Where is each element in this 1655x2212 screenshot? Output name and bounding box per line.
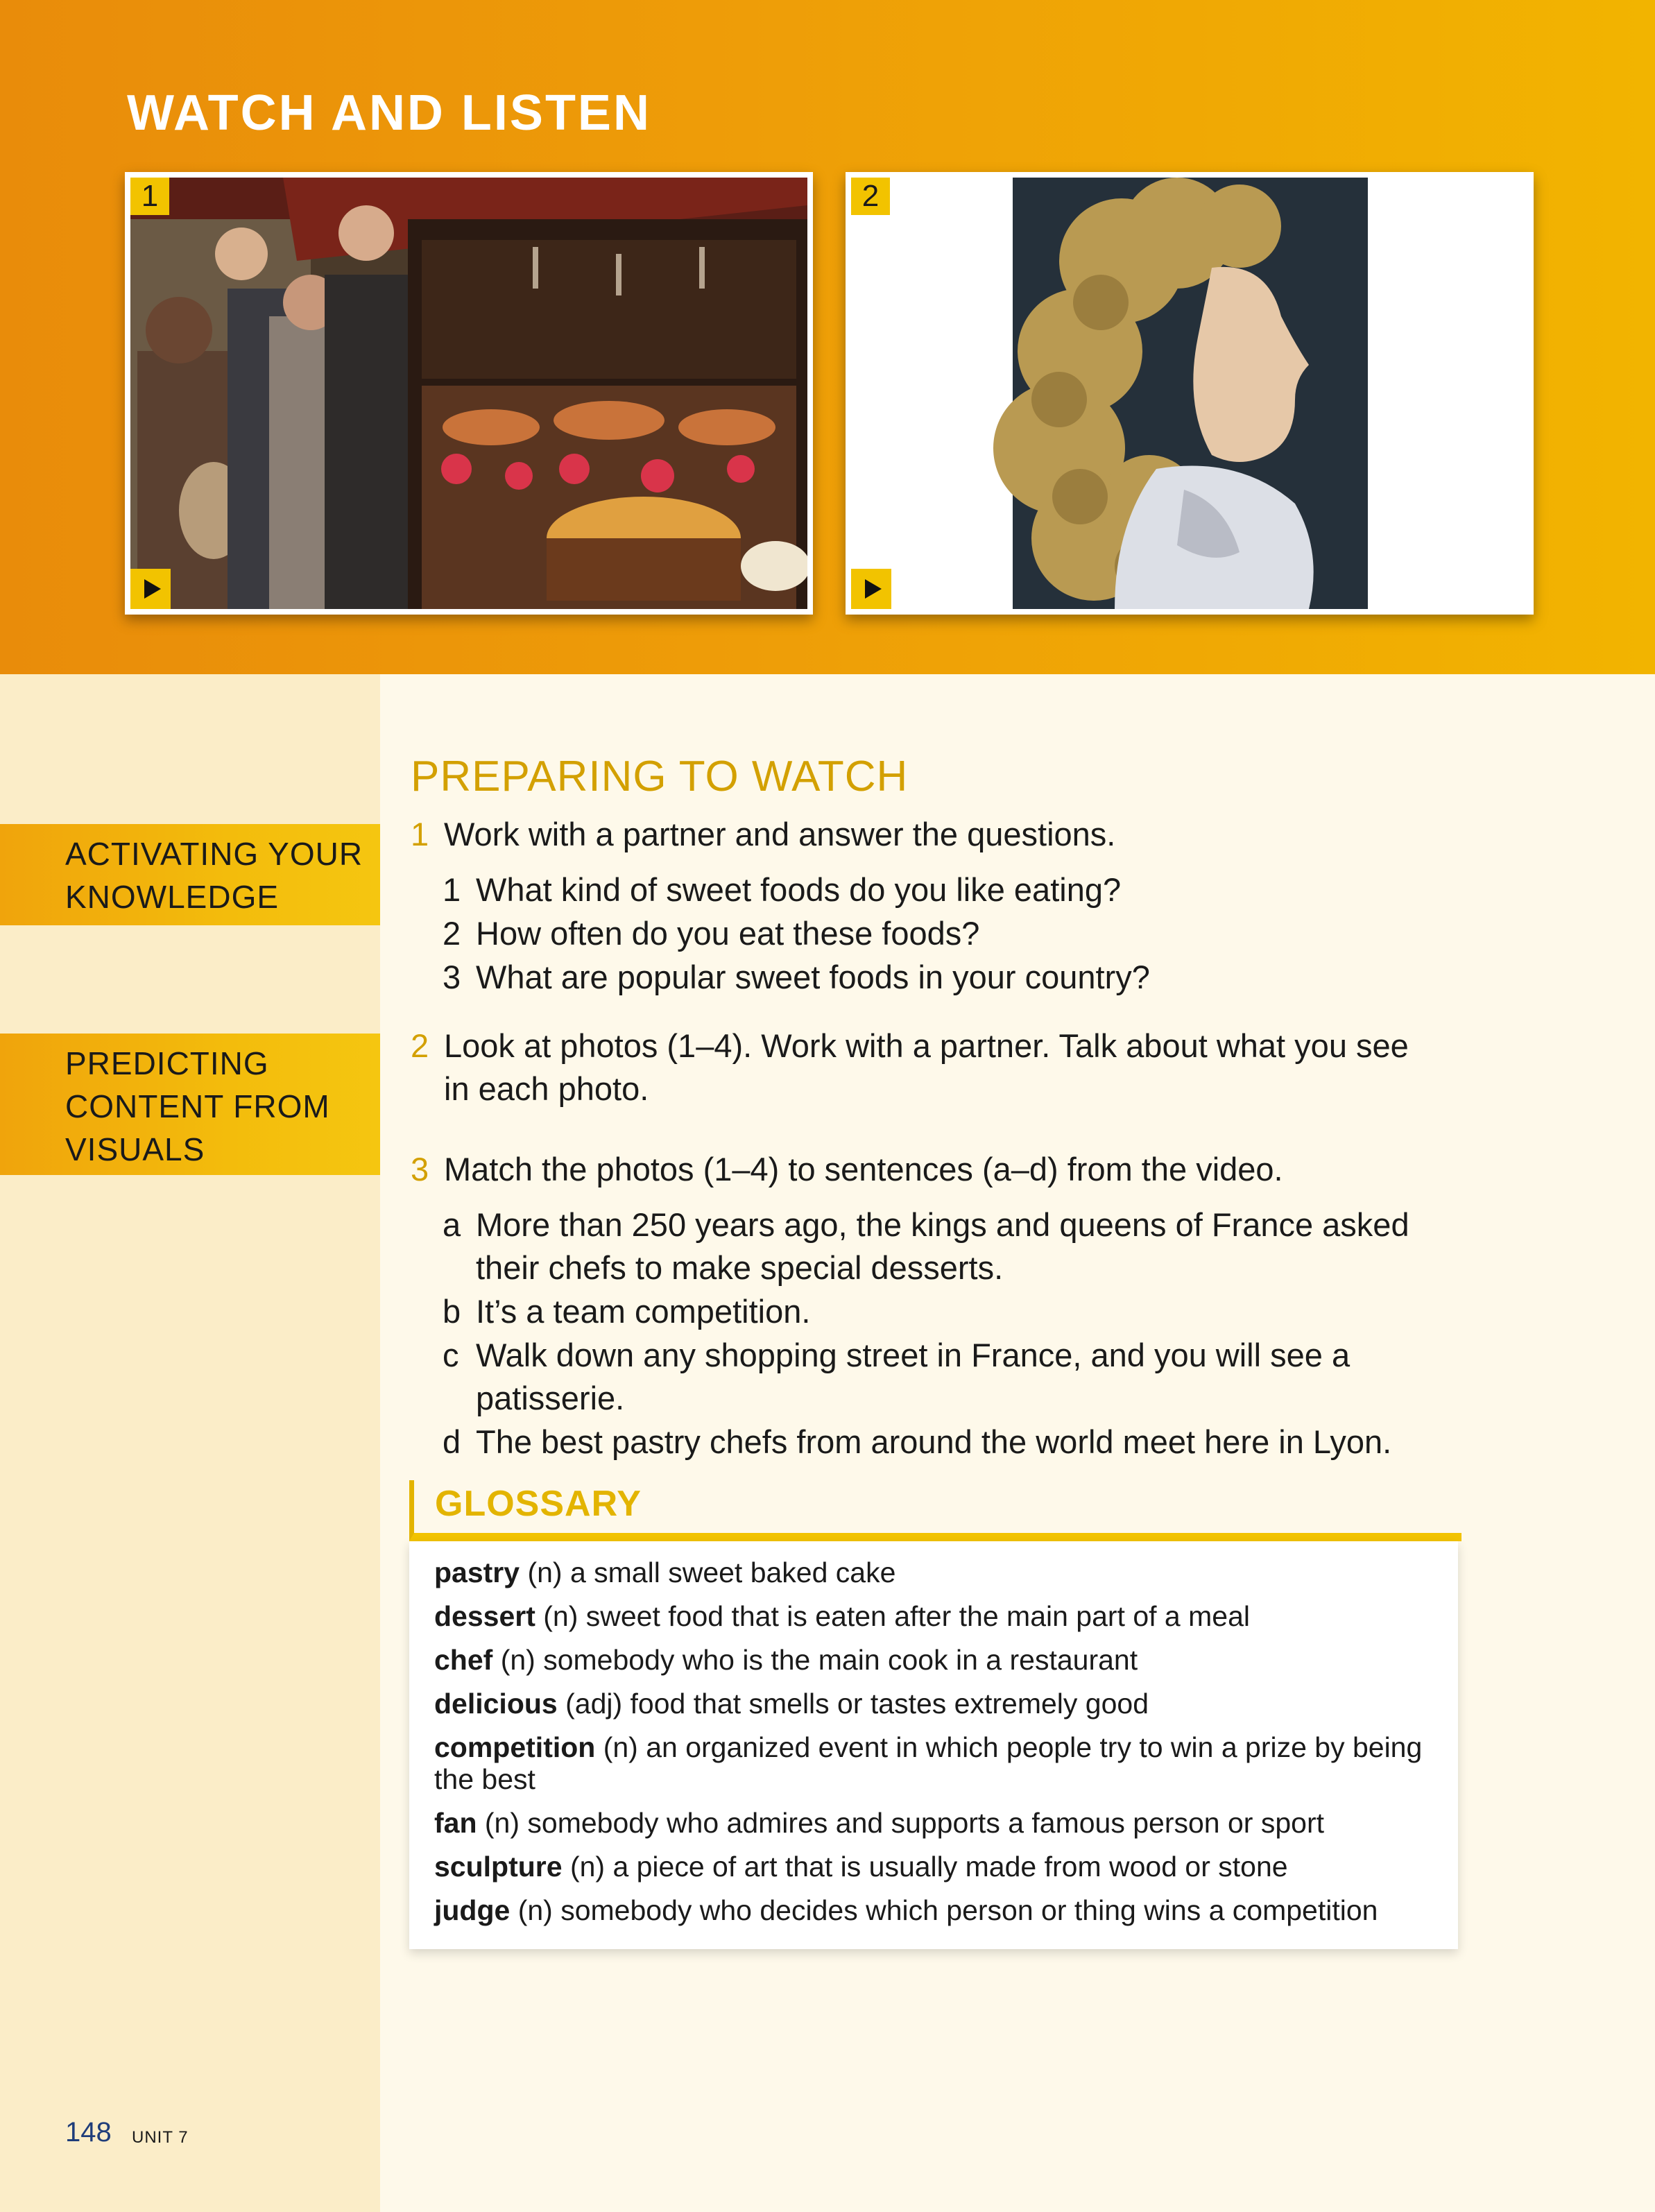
glossary-definition: (n) an organized event in which people try to win a prize by being xyxy=(595,1731,1423,1763)
glossary-definition: (adj) food that smells or tastes extremely good xyxy=(557,1688,1149,1720)
list-item-text: Walk down any shopping street in France, and you will see a xyxy=(476,1337,1350,1373)
list-item-text: How often do you eat these foods? xyxy=(476,915,980,952)
list-item-label: 3 xyxy=(443,959,461,995)
glossary-entry xyxy=(434,1851,1447,1883)
list-item xyxy=(443,1203,1469,1289)
glossary-entry xyxy=(434,1731,1447,1795)
skill-tab-line: CONTENT FROM xyxy=(65,1088,330,1124)
question-3 xyxy=(411,1148,1465,1191)
question-number: 3 xyxy=(411,1151,429,1188)
glossary-term: dessert xyxy=(434,1600,535,1632)
glossary-box xyxy=(409,1541,1458,1949)
question-text: in each photo. xyxy=(444,1070,649,1107)
glossary-definition: (n) somebody who decides which person or thing wins a competition xyxy=(510,1894,1378,1926)
list-item xyxy=(443,1290,1469,1333)
skill-tab-predicting-content xyxy=(0,1034,380,1175)
list-item-text: their chefs to make special desserts. xyxy=(476,1249,1004,1286)
play-icon[interactable] xyxy=(851,569,891,609)
list-item-text: patisserie. xyxy=(476,1380,625,1416)
glossary-entry xyxy=(434,1688,1447,1720)
page-title: WATCH AND LISTEN xyxy=(127,85,651,141)
question-number: 1 xyxy=(411,816,429,852)
photo-1-image xyxy=(130,178,807,609)
glossary-term: competition xyxy=(434,1731,596,1763)
list-item xyxy=(443,912,1469,955)
glossary-title: GLOSSARY xyxy=(435,1484,642,1524)
glossary-definition: (n) somebody who admires and supports a famous person or sport xyxy=(477,1807,1324,1839)
list-item-text: It’s a team competition. xyxy=(476,1293,811,1330)
glossary-entry xyxy=(434,1557,1447,1588)
list-item xyxy=(443,1334,1469,1420)
glossary-term: judge xyxy=(434,1894,511,1926)
photo-1-card[interactable] xyxy=(125,172,813,615)
photo-number-badge: 1 xyxy=(130,178,169,215)
page-number: 148 xyxy=(65,2117,112,2147)
glossary-header xyxy=(409,1480,1461,1541)
glossary-term: delicious xyxy=(434,1688,558,1720)
glossary-definition: (n) somebody who is the main cook in a restaurant xyxy=(492,1644,1138,1676)
glossary-entry xyxy=(434,1644,1447,1676)
skill-tab-line: KNOWLEDGE xyxy=(65,879,280,915)
glossary-definition: (n) sweet food that is eaten after the main part of a meal xyxy=(535,1600,1250,1632)
list-item-label: 2 xyxy=(443,915,461,952)
question-text: Match the photos (1–4) to sentences (a–d) from the video. xyxy=(444,1151,1283,1188)
question-1 xyxy=(411,813,1465,856)
list-item xyxy=(443,956,1469,999)
list-item-label: d xyxy=(443,1423,461,1460)
question-text: Work with a partner and answer the questions. xyxy=(444,816,1116,852)
glossary-entry xyxy=(434,1807,1447,1839)
list-item-label: 1 xyxy=(443,871,461,908)
list-item-text: What kind of sweet foods do you like eating? xyxy=(476,871,1122,908)
glossary-entry xyxy=(434,1600,1447,1632)
question-text: Look at photos (1–4). Work with a partner. Talk about what you see xyxy=(444,1027,1409,1064)
section-heading: PREPARING TO WATCH xyxy=(411,753,909,800)
photo-2-card[interactable] xyxy=(846,172,1534,615)
glossary-definition: (n) a small sweet baked cake xyxy=(520,1557,896,1588)
question-number: 2 xyxy=(411,1027,429,1064)
play-icon[interactable] xyxy=(130,569,171,609)
glossary-entry xyxy=(434,1894,1447,1926)
glossary-term: chef xyxy=(434,1644,493,1676)
list-item xyxy=(443,868,1469,911)
glossary-definition-continued: the best xyxy=(434,1763,535,1795)
glossary-term: pastry xyxy=(434,1557,520,1588)
skill-tab-line: PREDICTING xyxy=(65,1045,269,1081)
photo-2-image xyxy=(851,178,1528,609)
glossary-term: fan xyxy=(434,1807,477,1839)
skill-tab-line: VISUALS xyxy=(65,1131,205,1167)
photo-number-badge: 2 xyxy=(851,178,890,215)
list-item-text: More than 250 years ago, the kings and queens of France asked xyxy=(476,1206,1409,1243)
question-2 xyxy=(411,1024,1465,1111)
skill-tab-line: ACTIVATING YOUR xyxy=(65,836,363,872)
list-item-label: a xyxy=(443,1206,461,1243)
list-item-text: The best pastry chefs from around the world meet here in Lyon. xyxy=(476,1423,1392,1460)
list-item-label: b xyxy=(443,1293,461,1330)
glossary-definition: (n) a piece of art that is usually made from wood or stone xyxy=(562,1851,1288,1883)
glossary-term: sculpture xyxy=(434,1851,563,1883)
list-item-label: c xyxy=(443,1337,459,1373)
list-item-text: What are popular sweet foods in your country? xyxy=(476,959,1150,995)
unit-label: UNIT 7 xyxy=(132,2128,189,2147)
list-item xyxy=(443,1421,1469,1464)
skill-tab-activating-knowledge xyxy=(0,824,380,925)
